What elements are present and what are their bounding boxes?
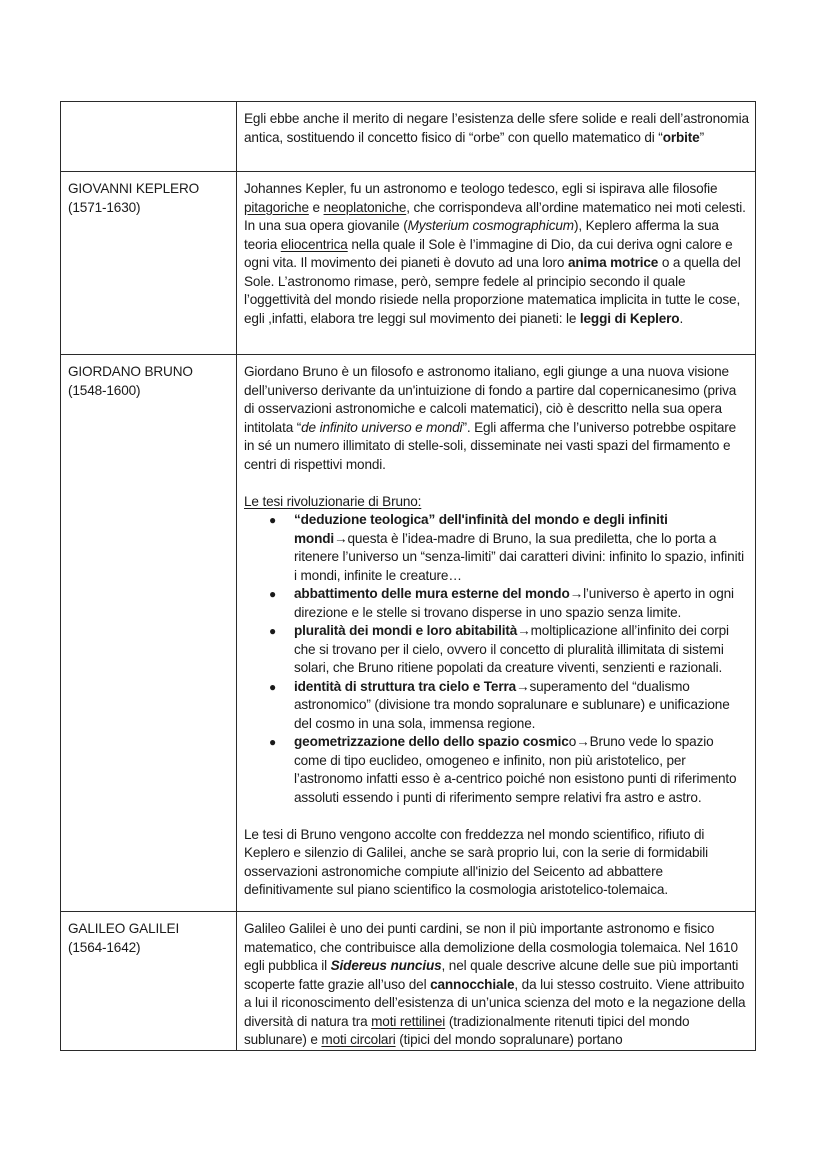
list-item [244,678,749,734]
text: Giordano Bruno è un filosofo e astronomo italiano, egli giunge a una nuova visione dell’universo derivante da un'intuizione di fondo a partire dal copernicanesimo (priva di osservazioni astronomiche e calcoli matematici), ciò è descritto nella sua opera intitolata “ [244,364,737,435]
table-row [61,172,756,355]
bullet-icon: ● [269,513,277,527]
arrow-icon: o→ [568,734,590,749]
thesis-title: pluralità dei mondi e loro abitabilità [294,623,518,638]
thesis-text: Bruno vede lo spazio come di tipo euclideo, omogeneo e infinito, non più aristotelico, per l’astronomo infatti esso è a-centrico poiché non esistono punti di riferimento assoluti essendo i punti di riferimento sempre relativi fra astro e astro. [294,734,737,805]
thesis-title: “deduzione teologica” dell'infinità del mondo e degli infiniti mondi [294,512,668,546]
arrow-icon: → [517,623,531,638]
astronomer-dates: (1571-1630) [68,199,141,215]
thesis-text: questa è l’idea-madre di Bruno, la sua prediletta, che lo porta a ritenere l’universo un “senza-limiti” dai caratteri divini: infinito lo spazio, infiniti i mondi, infinite le creature… [294,530,744,583]
astronomer-name: GALILEO GALILEI [68,921,180,936]
bullet-icon: ● [269,679,277,694]
text: ), Keplero afferma la sua teoria [244,218,719,252]
text: nella quale il Sole è l’immagine di Dio, da cui deriva ogni calore e ogni vita. Il movimento dei pianeti è dovuto ad una loro [244,236,733,270]
blank-line [244,807,749,826]
theses-heading: Le tesi rivoluzionarie di Bruno: [244,493,422,509]
underlined-term: neoplatoniche [323,199,407,215]
italic-title: Mysterium cosmographicum [407,218,574,233]
name-cell [61,912,237,1051]
bullet-icon: ● [269,587,277,601]
thesis-title: identità di struttura tra cielo e Terra [294,678,517,694]
thesis-text: moltiplicazione all’infinito dei corpi che si trovano per il cielo, ovvero il concetto di pluralità illimitata di sistemi solari, che Bruno ritiene popolati da creature viventi, senzienti e razionali. [294,623,729,675]
bold-term: anima motrice [567,255,659,270]
paragraph [244,920,749,1050]
text: o a quella del Sole. L’astronomo rimase, però, sempre fedele al principio secondo il quale l’oggettività del mondo risiede nella proporzione matematica implicita in tutte le cose, egli ,infatti, elabora tre leggi sul movimento dei pianeti: le [244,255,741,326]
underlined-term: moti circolari [321,1032,396,1047]
bullet-icon: ● [269,624,277,638]
astronomer-name: GIORDANO BRUNO [68,364,193,379]
thesis-title: geometrizzazione dello dello spazio cosmic [294,734,569,749]
text: Johannes Kepler, fu un astronomo e teologo tedesco, egli si ispirava alle filosofie [244,181,718,196]
paragraph [244,363,749,474]
description-cell [237,102,756,172]
italic-title: de infinito universo e mondi [301,419,463,435]
thesis-title: abbattimento delle mura esterne del mondo [294,586,570,601]
thesis-text: l’universo è aperto in ogni direzione e le stelle si trovano disperse in uno spazio senza limite. [294,586,734,620]
list-item [244,511,749,585]
table-row [61,355,756,912]
underlined-term: eliocentrica [280,236,348,252]
text: Galileo Galilei è uno dei punti cardini, se non il più importante astronomo e fisico matematico, che contribuisce alla demolizione della cosmologia tolemaica. Nel 1610 egli pubblica il [244,921,738,973]
paragraph [244,180,749,328]
description-cell [237,172,756,355]
astronomer-dates: (1564-1642) [68,939,141,955]
underlined-term: moti rettilinei [371,1013,446,1029]
underlined-term: pitagoriche [244,199,309,215]
astronomers-table [60,101,756,1051]
bold-term: leggi di Keplero [579,310,680,326]
bold-term: cannocchiale [430,976,515,992]
blank-line [244,474,749,493]
description-cell [237,355,756,912]
name-cell-empty [61,102,237,172]
astronomer-dates: (1548-1600) [68,382,141,398]
thesis-text: superamento del “dualismo astronomico” (divisione tra mondo sopralunare e sublunare) e unificazione del cosmo in una sola, immensa regione. [294,678,730,731]
text: ”. Egli afferma che l’universo potrebbe ospitare in sé un numero illimitato di stelle-soli, disseminate nei vasti spazi del firmamento e centri di rispettivi mondi. [244,419,737,472]
text: Egli ebbe anche il merito di negare l’esistenza delle sfere solide e reali dell’astronomia antica, sostituendo il concetto fisico di “orbe” con quello matematico di “ [244,111,749,145]
text: . [679,310,684,326]
text: ” [699,129,704,145]
name-cell [61,355,237,912]
list-item [244,733,749,807]
bullet-icon: ● [269,735,277,749]
description-cell [237,912,756,1051]
text: , che corrispondeva all’ordine matematico nei moti celesti. In una sua opera giovanile ( [244,199,746,233]
paragraph [244,110,749,147]
arrow-icon: → [516,678,530,694]
astronomer-name: GIOVANNI KEPLERO [68,181,200,196]
arrow-icon: → [569,586,584,601]
name-cell [61,172,237,355]
text: e [308,199,324,215]
list-item [244,585,749,622]
list-item [244,622,749,678]
text: , nel quale descrive alcune delle sue più importanti scoperte fatte grazie all’uso del [244,958,739,992]
bold-italic-title: Sidereus nuncius [330,958,442,973]
text: (tradizionalmente ritenuti tipici del mondo sublunare) e [244,1013,690,1047]
arrow-icon: → [334,530,348,546]
table-row [61,102,756,172]
text: (tipici del mondo sopralunare) portano [395,1032,623,1047]
table-row [61,912,756,1051]
text: , da lui stesso costruito. Viene attribuito a lui il riconoscimento dell’esistenza di un’unica scienza del moto e la negazione della diversità di natura tra [244,976,746,1029]
theses-list [244,511,749,807]
paragraph: Le tesi di Bruno vengono accolte con freddezza nel mondo scientifico, rifiuto di Keplero e silenzio di Galilei, anche se sarà proprio lui, con la serie di formidabili osservazioni astronomiche compiute all'inizio del Seicento ad abbattere definitivamente sul piano scientifico la cosmologia aristotelico-tolemaica. [244,826,709,897]
bold-term: orbite [662,129,700,145]
